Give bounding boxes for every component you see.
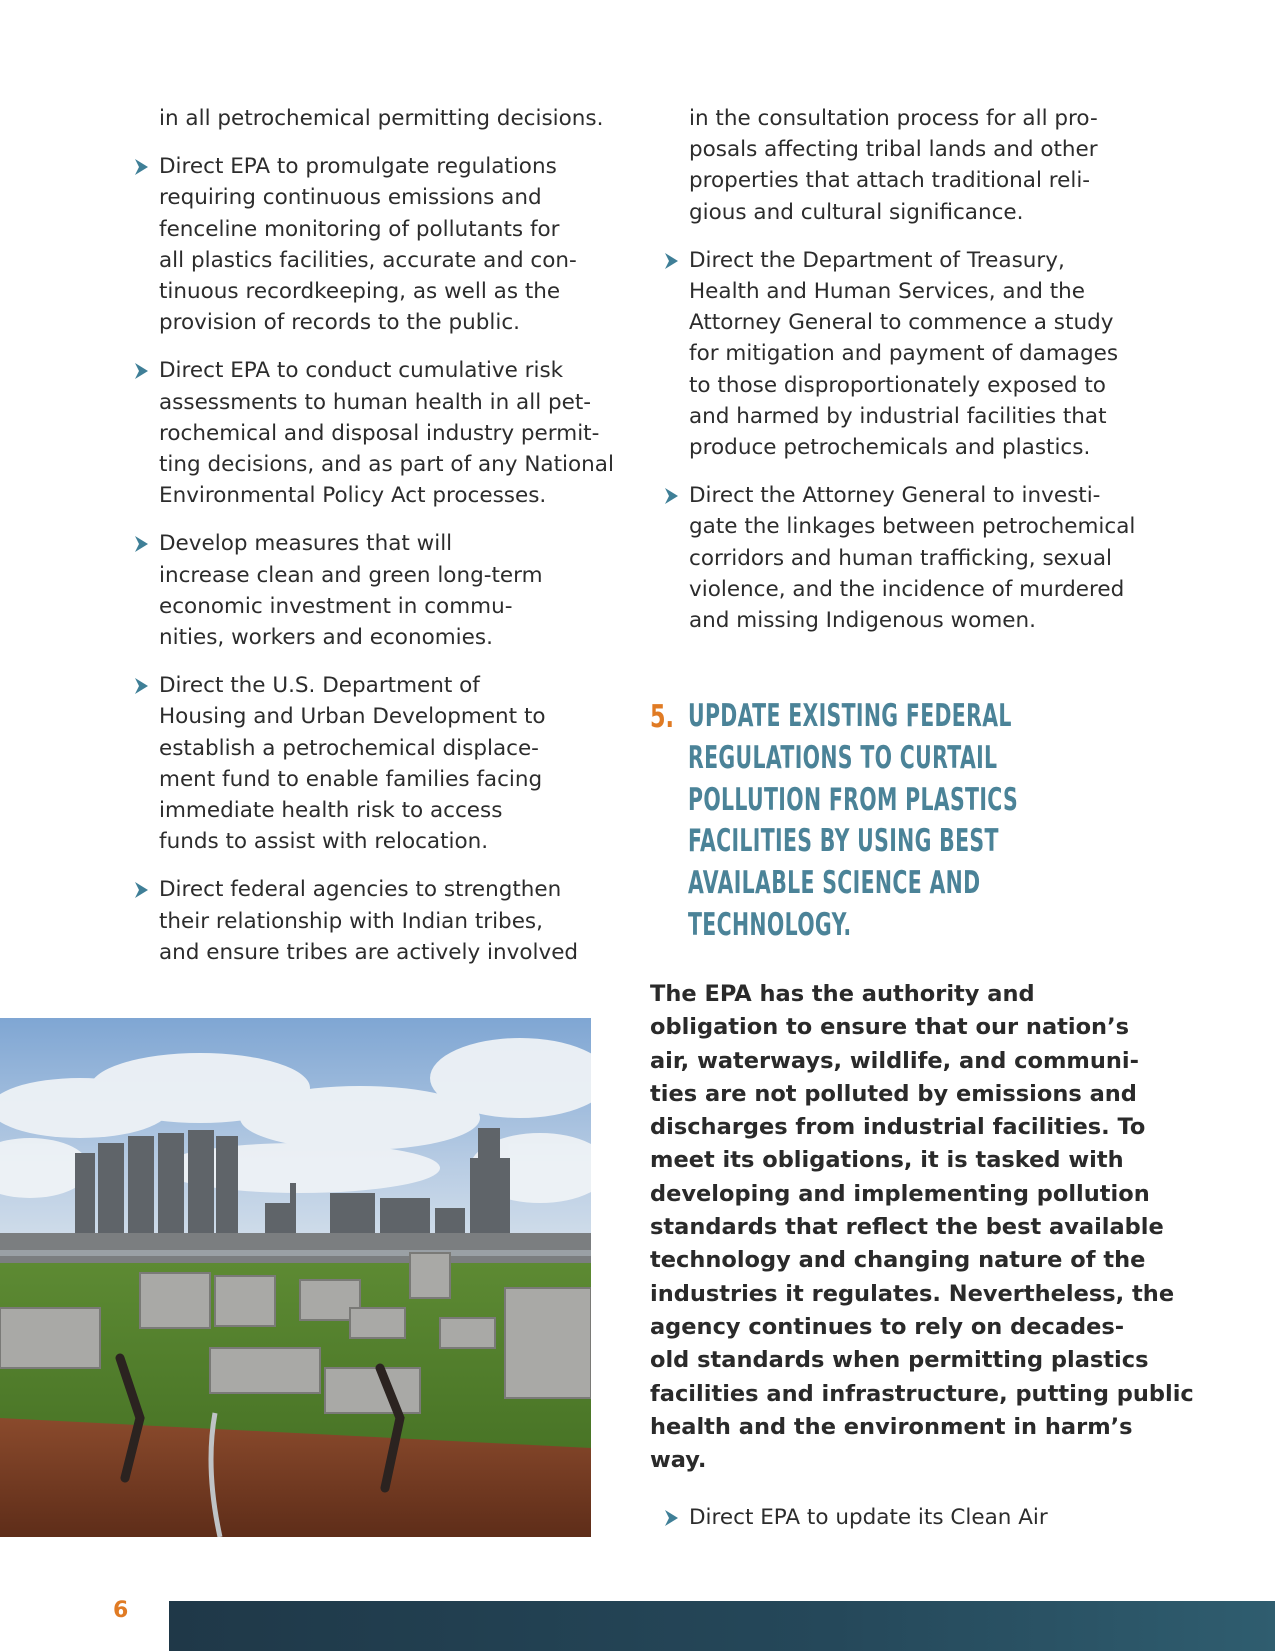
page-number: 6 <box>113 1598 129 1623</box>
section-paragraph <box>650 978 1194 1477</box>
text-line: immediate health risk to access <box>159 798 503 824</box>
text-line: Direct EPA to conduct cumulative risk <box>159 358 564 384</box>
list-item <box>650 1502 1170 1533</box>
text-line: all plastics facilities, accurate and con- <box>159 247 577 273</box>
text-line: violence, and the incidence of murdered <box>689 576 1125 602</box>
list-item <box>650 245 1170 463</box>
list-item <box>120 151 632 338</box>
section-number: 5. <box>650 699 675 735</box>
text-line: ment fund to enable families facing <box>159 766 543 792</box>
text-line: provision of records to the public. <box>159 310 520 336</box>
text-line: increase clean and green long-term <box>159 562 543 588</box>
text-line: in the consultation process for all pro- <box>689 106 1098 131</box>
text-line: requiring continuous emissions and <box>159 185 542 211</box>
footer-bar <box>169 1601 1275 1651</box>
text-line: discharges from industrial facilities. To <box>650 1114 1146 1141</box>
text-line: properties that attach traditional reli- <box>689 168 1091 194</box>
text-line: gious and cultural significance. <box>689 199 1024 225</box>
text-line: agency continues to rely on decades- <box>650 1313 1125 1340</box>
text-line: Direct EPA to promulgate regulations <box>159 154 557 180</box>
text-line: rochemical and disposal industry permit- <box>159 420 600 446</box>
chevron-right-icon <box>133 362 150 380</box>
chevron-right-icon <box>663 1509 680 1527</box>
text-line: fenceline monitoring of pollutants for <box>159 216 560 242</box>
text-line: industries it regulates. Nevertheless, the <box>650 1280 1175 1307</box>
text-line: obligation to ensure that our nation’s <box>650 1014 1130 1041</box>
text-line: Attorney General to commence a study <box>689 310 1114 336</box>
text-line: way. <box>650 1447 707 1474</box>
text-line: old standards when permitting plastics <box>650 1347 1149 1374</box>
text-line: technology and changing nature of the <box>650 1247 1146 1274</box>
chevron-right-icon <box>133 881 150 899</box>
text-line: Housing and Urban Development to <box>159 704 546 730</box>
text-line: posals affecting tribal lands and other <box>689 137 1098 163</box>
text-line: produce petrochemicals and plastics. <box>689 435 1091 461</box>
list-item <box>650 480 1170 636</box>
chevron-right-icon <box>663 252 680 270</box>
text-line: facilities and infrastructure, putting public <box>650 1380 1194 1407</box>
text-line: meet its obligations, it is tasked with <box>650 1147 1124 1174</box>
left-continuation <box>120 103 632 134</box>
text-line: economic investment in commu- <box>159 593 513 619</box>
text-line: The EPA has the authority and <box>650 981 1035 1007</box>
chevron-right-icon <box>133 677 150 695</box>
text-line: Direct the Attorney General to investi- <box>689 483 1101 509</box>
right-continuation <box>650 103 1170 228</box>
heading-line: FACILITIES BY USING BEST <box>688 823 999 860</box>
text-line: air, waterways, wildlife, and communi- <box>650 1047 1139 1074</box>
text-line: funds to assist with relocation. <box>159 829 489 855</box>
chevron-right-icon <box>133 158 150 176</box>
text-line: ties are not polluted by emissions and <box>650 1080 1137 1107</box>
text-line: standards that reflect the best available <box>650 1214 1164 1241</box>
heading-line: REGULATIONS TO CURTAIL <box>688 739 998 776</box>
text-line: Direct the Department of Treasury, <box>689 247 1065 273</box>
text-line: and missing Indigenous women. <box>689 608 1036 634</box>
text-line: in all petrochemical permitting decisions. <box>159 106 604 131</box>
text-line: establish a petrochemical displace- <box>159 735 539 761</box>
heading-line: POLLUTION FROM PLASTICS <box>688 781 1019 818</box>
text-line: Direct federal agencies to strengthen <box>159 877 562 903</box>
list-item <box>120 670 632 857</box>
section-heading <box>650 696 1080 947</box>
text-line: health and the environment in harm’s <box>650 1413 1133 1440</box>
text-line: and ensure tribes are actively involved <box>159 939 579 965</box>
left-column <box>120 103 632 985</box>
list-item <box>120 528 632 653</box>
list-item <box>120 355 632 511</box>
text-line: nities, workers and economies. <box>159 625 493 651</box>
text-line: gate the linkages between petrochemical <box>689 514 1136 540</box>
text-line: for mitigation and payment of damages <box>689 341 1119 367</box>
list-item <box>120 874 632 968</box>
section-title <box>688 696 1080 947</box>
text-line: Direct EPA to update its Clean Air <box>689 1505 1048 1530</box>
text-line: Develop measures that will <box>159 531 453 557</box>
text-line: developing and implementing pollution <box>650 1180 1150 1207</box>
text-line: corridors and human trafficking, sexual <box>689 545 1113 571</box>
heading-line: UPDATE EXISTING FEDERAL <box>688 698 1012 734</box>
text-line: ting decisions, and as part of any National <box>159 452 614 478</box>
text-line: assessments to human health in all pet- <box>159 389 592 415</box>
text-line: Environmental Policy Act processes. <box>159 483 547 509</box>
chevron-right-icon <box>133 535 150 553</box>
text-line: Health and Human Services, and the <box>689 279 1085 305</box>
photo-illustration <box>0 1018 591 1537</box>
chevron-right-icon <box>663 487 680 505</box>
heading-line: AVAILABLE SCIENCE AND <box>688 865 981 902</box>
text-line: and harmed by industrial facilities that <box>689 403 1107 429</box>
list-item-inner <box>650 1502 1170 1533</box>
text-line: tinuous recordkeeping, as well as the <box>159 279 561 305</box>
text-line: Direct the U.S. Department of <box>159 673 480 699</box>
right-column <box>650 103 1170 653</box>
text-line: their relationship with Indian tribes, <box>159 908 543 934</box>
heading-line: TECHNOLOGY. <box>688 906 852 943</box>
text-line: to those disproportionately exposed to <box>689 372 1106 398</box>
photo-cemetery-refinery <box>0 1018 591 1537</box>
